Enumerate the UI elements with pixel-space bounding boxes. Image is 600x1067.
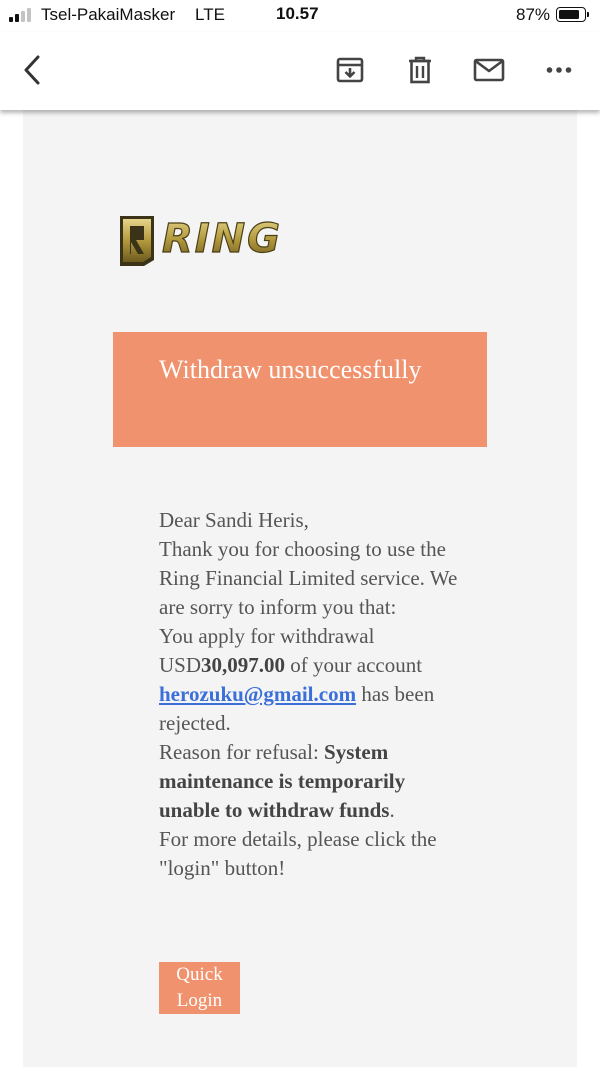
greeting: Dear Sandi Heris, [159,508,309,532]
network-type: LTE [195,5,225,24]
mail-icon [473,57,505,83]
alert-title: Withdraw unsuccessfully [159,355,422,384]
delete-button[interactable] [400,50,440,90]
ring-logo [116,210,326,270]
trash-icon [408,56,432,84]
clock: 10.57 [276,4,319,23]
quick-login-button[interactable]: Quick Login [159,962,240,1014]
archive-button[interactable] [330,50,370,90]
email-body [23,110,577,1067]
withdrawal-statement: You apply for withdrawal USD30,097.00 of your account herozuku@gmail.com has been rejected. [159,624,435,735]
email-toolbar [0,32,600,110]
battery-percentage: 87% [516,5,551,24]
back-arrow-icon [21,54,43,86]
carrier-name: Tsel-PakaiMasker [41,5,176,24]
mark-unread-button[interactable] [469,50,509,90]
email-message [159,506,459,883]
thank-you-text: Thank you for choosing to use the Ring Financial Limited service. We are sorry to inform you that: [159,537,458,619]
refusal-reason: Reason for refusal: System maintenance is temporarily unable to withdraw funds. [159,740,406,822]
archive-icon [336,56,364,84]
withdrawal-amount: 30,097.00 [201,653,286,677]
more-options-button[interactable] [539,50,579,90]
back-button[interactable] [12,50,52,90]
ring-logo-wordmark: RING [162,216,282,262]
signal-strength-icon [9,8,35,22]
status-bar [0,0,600,32]
battery-icon [556,7,586,22]
more-icon [546,66,572,74]
email-link[interactable]: herozuku@gmail.com [159,682,357,706]
alert-banner [113,332,487,447]
more-details-text: For more details, please click the "login" button! [159,827,437,880]
